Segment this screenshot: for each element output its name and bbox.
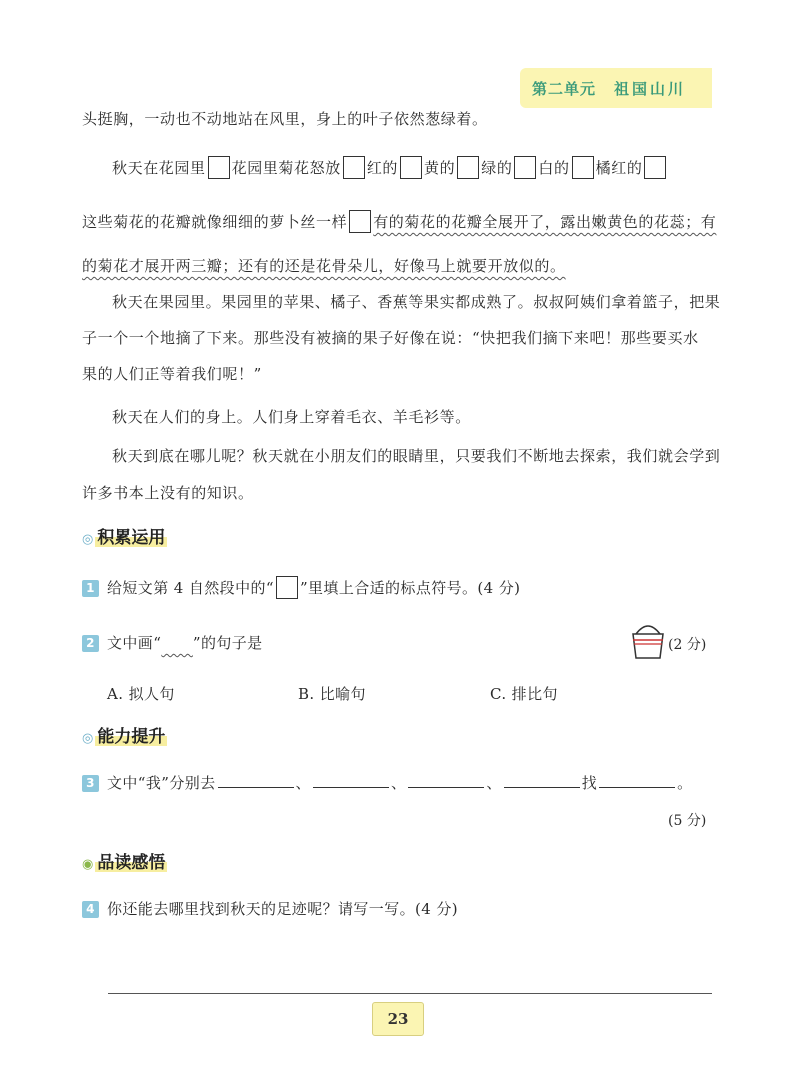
punctuation-box[interactable] xyxy=(400,156,422,179)
unit-label: 第二单元 xyxy=(532,80,597,98)
passage-line: 秋天在人们的身上。人们身上穿着毛衣、羊毛衫等。 xyxy=(112,408,471,426)
wavy-line-sample: ____ xyxy=(161,634,193,652)
question-2: 2 文中画“____”的句子是 xyxy=(82,632,263,653)
section-heading: ◎ 能力提升 xyxy=(82,727,166,747)
page-number-badge xyxy=(372,1002,424,1036)
passage-line: 秋天在果园里。果园里的苹果、橘子、香蕉等果实都成熟了。叔叔阿姨们拿着篮子，把果 xyxy=(112,293,721,311)
punctuation-box[interactable] xyxy=(644,156,666,179)
score-label: (2 分) xyxy=(668,637,707,653)
unit-theme: 祖国山川 xyxy=(614,80,687,98)
passage-line: 头挺胸，一动也不动地站在风里，身上的叶子依然葱绿着。 xyxy=(82,110,488,128)
section-mark-icon: ◎ xyxy=(82,532,94,547)
option-c[interactable]: C. 排比句 xyxy=(490,685,558,703)
punctuation-box[interactable] xyxy=(457,156,479,179)
basket-icon xyxy=(628,618,668,666)
passage-line: 秋天到底在哪儿呢？秋天就在小朋友们的眼睛里，只要我们不断地去探索，我们就会学到 xyxy=(112,447,721,465)
punctuation-box[interactable] xyxy=(572,156,594,179)
page-number: 23 xyxy=(387,1010,409,1028)
passage-line: 这些菊花的花瓣就像细细的萝卜丝一样 有的菊花的花瓣全展开了，露出嫩黄色的花蕊；有 xyxy=(82,210,716,233)
section-heading: ◎ 积累运用 xyxy=(82,528,166,548)
unit-header xyxy=(520,68,712,108)
question-number: 4 xyxy=(82,901,99,918)
question-3: 3 文中“我”分别去 、 、 、 找 。 xyxy=(82,772,693,793)
punctuation-box[interactable] xyxy=(343,156,365,179)
answer-blank[interactable] xyxy=(408,772,484,788)
question-number: 3 xyxy=(82,775,99,792)
section-heading: ◉ 品读感悟 xyxy=(82,853,166,873)
answer-blank[interactable] xyxy=(504,772,580,788)
section-mark-icon: ◎ xyxy=(82,731,94,746)
answer-blank[interactable] xyxy=(218,772,294,788)
passage-line: 果的人们正等着我们呢！” xyxy=(82,365,262,383)
passage-line: 的菊花才展开两三瓣；还有的还是花骨朵儿，好像马上就要开放似的。 xyxy=(82,257,566,275)
passage-line-blanks: 秋天在花园里 花园里菊花怒放 红的 黄的 绿的 白的 橘红的 xyxy=(112,156,668,179)
section-mark-icon: ◉ xyxy=(82,857,94,872)
answer-blank[interactable] xyxy=(599,772,675,788)
question-4: 4 你还能去哪里找到秋天的足迹呢？请写一写。(4 分) xyxy=(82,898,458,919)
answer-box[interactable] xyxy=(276,576,298,599)
option-b[interactable]: B. 比喻句 xyxy=(298,685,366,703)
punctuation-box[interactable] xyxy=(514,156,536,179)
passage-line: 许多书本上没有的知识。 xyxy=(82,484,254,502)
punctuation-box[interactable] xyxy=(349,210,371,233)
answer-blank[interactable] xyxy=(313,772,389,788)
punctuation-box[interactable] xyxy=(208,156,230,179)
question-1: 1 给短文第 4 自然段中的“ ”里填上合适的标点符号。(4 分) xyxy=(82,576,520,599)
passage-line: 子一个一个地摘了下来。那些没有被摘的果子好像在说：“快把我们摘下来吧！那些要买水 xyxy=(82,329,699,347)
score-label: (5 分) xyxy=(668,813,707,829)
question-number: 1 xyxy=(82,580,99,597)
option-a[interactable]: A. 拟人句 xyxy=(107,685,175,703)
question-number: 2 xyxy=(82,635,99,652)
footer-rule xyxy=(108,993,712,994)
